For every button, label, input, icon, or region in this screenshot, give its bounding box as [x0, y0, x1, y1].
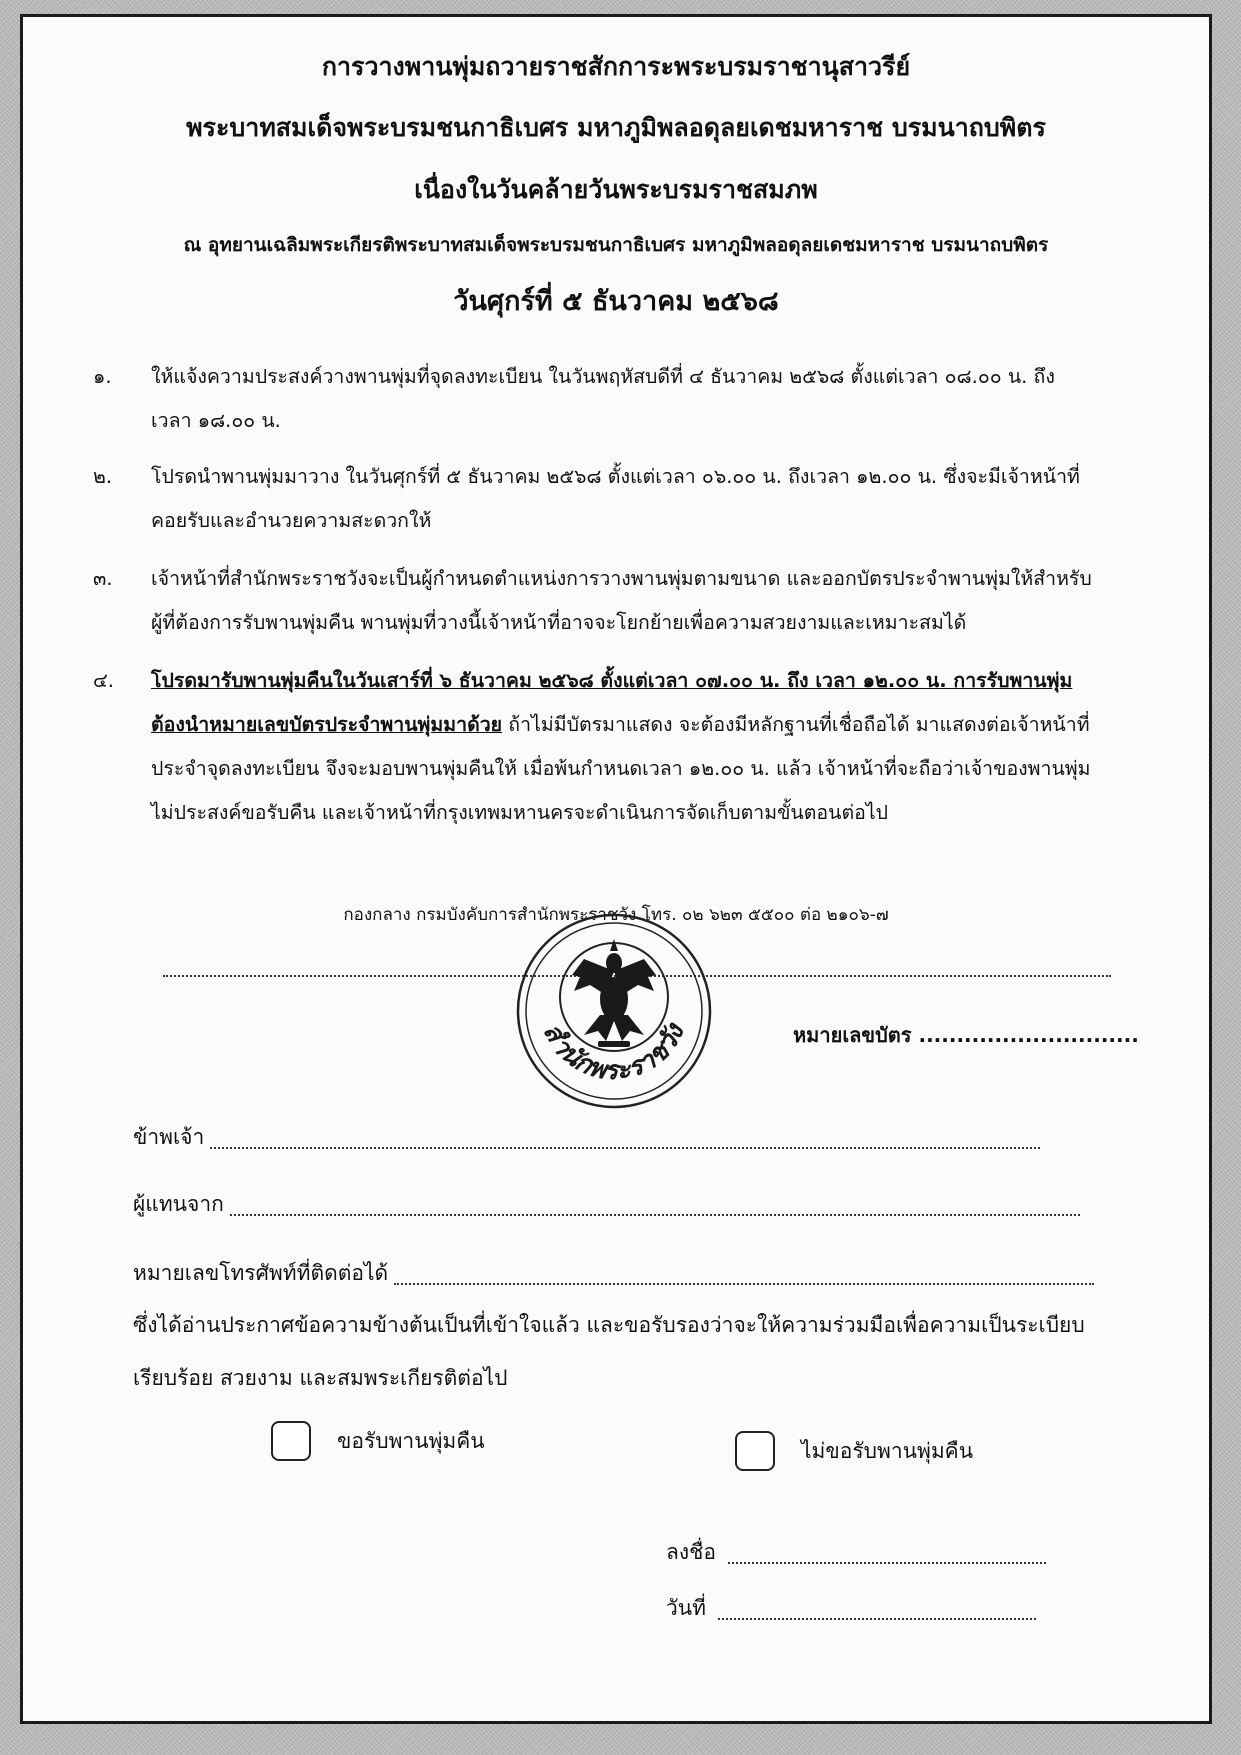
contact-info: กองกลาง กรมบังคับการสำนักพระราชวัง โทร. ๐๒ ๖๒๓ ๕๕๐๐ ต่อ ๒๑๐๖-๗ — [343, 905, 889, 925]
item-text: ประจำจุดลงทะเบียน จึงจะมอบพานพุ่มคืนให้ เมื่อพ้นกำหนดเวลา ๑๒.๐๐ น. แล้ว เจ้าหน้าที่จะถือว่าเจ้าของพานพุ่ม — [151, 757, 1091, 780]
item-number: ๒. — [93, 465, 113, 488]
checkbox-return[interactable] — [271, 1421, 311, 1461]
header-king-name: พระบาทสมเด็จพระบรมชนกาธิเบศร มหาภูมิพลอดุลยเดชมหาราช บรมนาถบพิตร — [186, 113, 1046, 142]
item-number: ๑. — [93, 365, 112, 388]
date-field[interactable] — [666, 1592, 1036, 1625]
seal-text: สำนักพระราชวัง — [536, 1018, 691, 1087]
item-text: เวลา ๑๘.๐๐ น. — [151, 409, 281, 432]
signature-field[interactable] — [666, 1536, 1046, 1569]
svg-text:สำนักพระราชวัง — [537, 1018, 692, 1086]
ack-text: เรียบร้อย สวยงาม และสมพระเกียรติต่อไป — [133, 1366, 508, 1390]
item-text: ผู้ที่ต้องการรับพานพุ่มคืน พานพุ่มที่วางนี้เจ้าหน้าที่อาจจะโยกย้ายเพื่อความสวยงามและเหมาะสมได้ — [151, 611, 967, 634]
palace-seal — [514, 911, 714, 1111]
header-date: วันศุกร์ที่ ๕ ธันวาคม ๒๕๖๘ — [453, 286, 779, 317]
option-no-return-label: ไม่ขอรับพานพุ่มคืน — [801, 1438, 974, 1463]
representative-label: ผู้แทนจาก — [133, 1192, 224, 1216]
ack-text: ซึ่งได้อ่านประกาศข้อความข้างต้นเป็นที่เข้าใจแล้ว และขอรับรองว่าจะให้ความร่วมมือเพื่อความเป็นระเบียบ — [133, 1313, 1085, 1337]
item-text: โปรดนำพานพุ่มมาวาง ในวันศุกร์ที่ ๕ ธันวาคม ๒๕๖๘ ตั้งแต่เวลา ๐๖.๐๐ น. ถึงเวลา ๑๒.๐๐ น. ซึ่งจะมีเจ้าหน้าที่ — [151, 465, 1080, 488]
item-number: ๔. — [93, 669, 114, 692]
representative-field[interactable] — [133, 1188, 1080, 1221]
name-input-line[interactable] — [210, 1147, 1040, 1149]
item-number: ๓. — [93, 567, 113, 590]
phone-field[interactable] — [133, 1257, 1094, 1290]
signature-input-line[interactable] — [728, 1562, 1046, 1564]
item-text: เจ้าหน้าที่สำนักพระราชวังจะเป็นผู้กำหนดตำแหน่งการวางพานพุ่มตามขนาด และออกบัตรประจำพานพุ่มให้สำหรับ — [151, 567, 1092, 590]
form-page — [20, 14, 1212, 1724]
name-label: ข้าพเจ้า — [133, 1125, 205, 1149]
date-label: วันที่ — [666, 1596, 706, 1620]
item-text: คอยรับและอำนวยความสะดวกให้ — [151, 509, 432, 532]
acknowledgement — [133, 1299, 1193, 1405]
item-text: ไม่ประสงค์ขอรับคืน และเจ้าหน้าที่กรุงเทพมหานครจะดำเนินการจัดเก็บตามขั้นตอนต่อไป — [151, 801, 889, 824]
header-title: การวางพานพุ่มถวายราชสักการะพระบรมราชานุสาวรีย์ — [321, 52, 911, 81]
option-return-label: ขอรับพานพุ่มคืน — [337, 1428, 485, 1453]
item-text-emphasis: ต้องนำหมายเลขบัตรประจำพานพุ่มมาด้วย — [151, 713, 503, 736]
option-no-return[interactable] — [735, 1431, 973, 1471]
checkbox-no-return[interactable] — [735, 1431, 775, 1471]
item-text-emphasis: โปรดมารับพานพุ่มคืนในวันเสาร์ที่ ๖ ธันวาคม ๒๕๖๘ ตั้งแต่เวลา ๐๗.๐๐ น. ถึง เวลา ๑๒.๐๐ น. การรับพานพุ่ม — [151, 669, 1073, 692]
header-venue: ณ อุทยานเฉลิมพระเกียรติพระบาทสมเด็จพระบรมชนกาธิเบศร มหาภูมิพลอดุลยเดชมหาราช บรมนาถบพิตร — [183, 234, 1049, 256]
item-text: ให้แจ้งความประสงค์วางพานพุ่มที่จุดลงทะเบียน ในวันพฤหัสบดีที่ ๔ ธันวาคม ๒๕๖๘ ตั้งแต่เวลา ๐๘.๐๐ น. ถึง — [151, 365, 1055, 388]
garuda-icon — [572, 939, 656, 1047]
option-return[interactable] — [271, 1421, 485, 1461]
header-occasion: เนื่องในวันคล้ายวันพระบรมราชสมภพ — [414, 175, 818, 204]
item-text: ถ้าไม่มีบัตรมาแสดง จะต้องมีหลักฐานที่เชื่อถือได้ มาแสดงต่อเจ้าหน้าที่ — [502, 713, 1090, 736]
name-field[interactable] — [133, 1121, 1040, 1154]
phone-input-line[interactable] — [394, 1283, 1094, 1285]
card-number-field[interactable]: หมายเลขบัตร ............................. — [793, 1023, 1139, 1047]
date-input-line[interactable] — [718, 1618, 1036, 1620]
phone-label: หมายเลขโทรศัพท์ที่ติดต่อได้ — [133, 1261, 389, 1285]
signature-label: ลงชื่อ — [666, 1540, 716, 1564]
representative-input-line[interactable] — [230, 1214, 1080, 1216]
